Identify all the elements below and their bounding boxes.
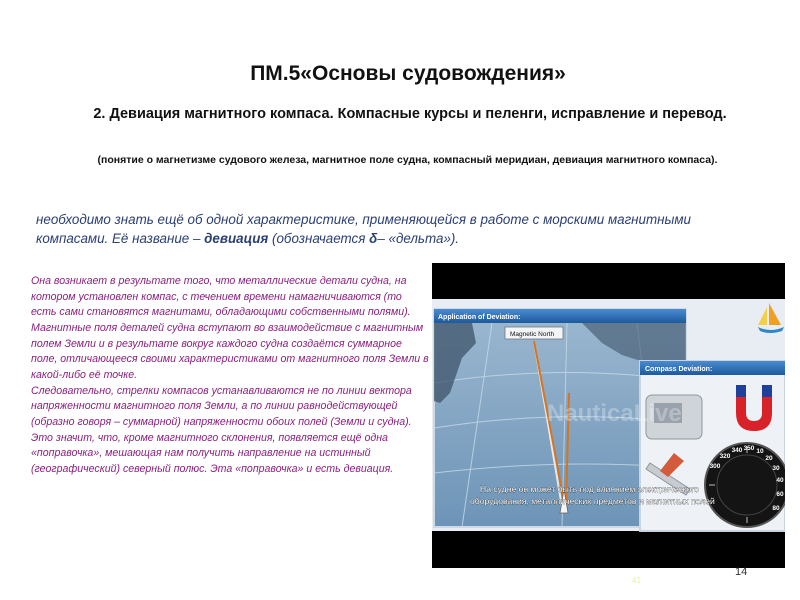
compass-tick: 340: [731, 447, 743, 454]
slide-title: ПМ.5«Основы судовождения»: [250, 62, 566, 85]
explanation-paragraph: Это значит, что, кроме магнитного склонения, появляется ещё одна «поправочка», мешающая нам получить направление на истинный (географический) северный полюс. Эта «поправочка» и есть девиация.: [31, 431, 394, 475]
topic-heading: 2. Девиация магнитного компаса. Компасные курсы и пеленги, исправление и перевод.: [93, 106, 727, 122]
compass-tick: 10: [756, 448, 764, 455]
explanation-paragraph: Она возникает в результате того, что металлические детали судна, на котором установлен компас, с течением времени намагничиваются (то есть сами становятся магнитами, обладающими собственными полями).: [31, 275, 411, 319]
explanation-text: [31, 274, 429, 478]
magnetic-north-label: Magnetic North: [510, 331, 555, 338]
explanation-paragraph: Следовательно, стрелки компасов устанавливаются не по линии вектора напряженности магнитного поля Земли, а по линии равнодействующей (образно говоря – суммарной) напряженности обоих полей (Земли и судна).: [31, 384, 412, 428]
deviation-illustration: [432, 263, 785, 568]
intro-text-3: – «дельта»).: [377, 231, 460, 246]
video-caption-line-1: На судне он может быть под влиянием электрического: [480, 484, 699, 494]
compass-tick: 20: [765, 455, 773, 462]
intro-paragraph: [36, 210, 736, 248]
compass-tick: 40: [776, 477, 784, 484]
intro-term: девиация: [204, 231, 269, 246]
topic-note: (понятие о магнетизме судового железа, магнитное поле судна, компасный меридиан, девиация магнитного компаса).: [97, 154, 718, 166]
video-frame[interactable]: [432, 263, 785, 568]
video-caption-line-2: оборудования, металлических предметов и магнитных полей: [470, 496, 715, 506]
compass-icon: [705, 443, 785, 527]
compass-tick: 300: [709, 463, 721, 470]
panel-right-title: Compass Deviation:: [645, 366, 713, 373]
intro-text-1: необходимо знать ещё об одной характеристике, применяющейся в работе с морскими магнитными компасами. Её название –: [36, 212, 692, 246]
watermark-text: NauticaLive: [547, 400, 682, 427]
compass-tick: 80: [772, 505, 780, 512]
panel-left-title: Application of Deviation:: [438, 314, 521, 321]
page-number: 14: [735, 566, 748, 578]
faint-mark: 41: [632, 576, 641, 585]
compass-tick: 60: [776, 491, 784, 498]
explanation-paragraph: Магнитные поля деталей судна вступают во взаимодействие с магнитным полем Земли и в результате вокруг каждого судна создаётся суммарное поле, отличающееся своими характеристиками от магнитного поля Земли в какой-либо её точке.: [31, 321, 429, 381]
compass-tick: 350: [743, 445, 755, 452]
intro-symbol: δ: [369, 231, 378, 246]
compass-tick: 30: [772, 465, 780, 472]
compass-tick: 320: [719, 453, 731, 460]
intro-text-2: (обозначается: [268, 231, 370, 246]
